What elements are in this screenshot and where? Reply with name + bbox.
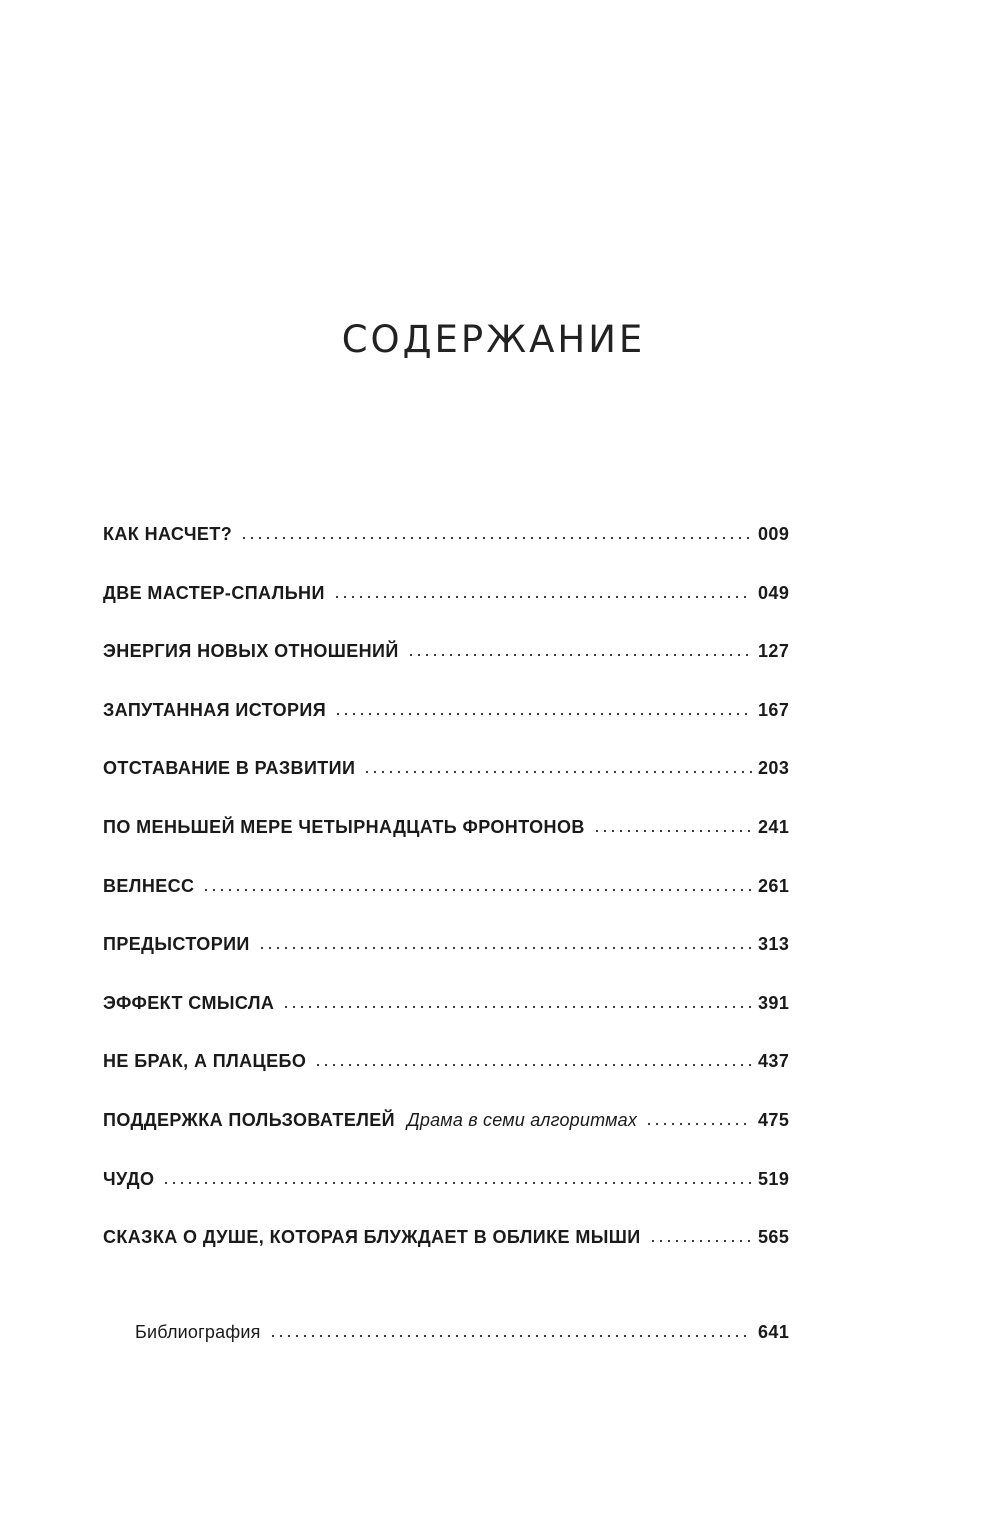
toc-entry-title: ВЕЛНЕСС [103,875,195,896]
toc-entry-page: 009 [758,524,790,544]
toc-entry-title: ДВЕ МАСТЕР-СПАЛЬНИ [103,582,325,603]
toc-entry[interactable] [103,1110,798,1169]
toc-entry-title: ЗАПУТАННАЯ ИСТОРИЯ [103,699,327,720]
toc-entry-page: 437 [758,1051,790,1072]
toc-entry[interactable] [103,993,798,1052]
dot-leader [162,1181,752,1185]
dot-leader [649,1239,752,1243]
dot-leader [240,536,752,540]
toc-entry-title: ПОДДЕРЖКА ПОЛЬЗОВАТЕЛЕЙ [103,1109,396,1130]
toc-entry-title: ЧУДО [103,1168,155,1189]
dot-leader [593,829,752,833]
toc-entry-page: 241 [758,816,790,837]
toc-entry-page: 167 [758,699,790,720]
dot-leader [645,1122,752,1126]
toc-entry-title: ПО МЕНЬШЕЙ МЕРЕ ЧЕТЫРНАДЦАТЬ ФРОНТОНОВ [103,816,585,837]
dot-leader [282,1005,752,1009]
dot-leader [269,1334,752,1338]
toc-entry[interactable] [103,641,798,700]
toc-entry-page: 519 [758,1168,790,1189]
toc-entry-page: 565 [758,1227,790,1248]
toc-entry-title: ЭФФЕКТ СМЫСЛА [103,992,275,1013]
toc-entry[interactable] [103,817,798,876]
toc-entry-title: ОТСТАВАНИЕ В РАЗВИТИИ [103,758,356,779]
page-title: СОДЕРЖАНИЕ [341,318,646,361]
dot-leader [258,946,752,950]
toc-entry-page: 475 [758,1109,790,1130]
dot-leader [363,770,752,774]
dot-leader [334,712,752,716]
dot-leader [314,1063,752,1067]
toc-entry-page: 261 [758,875,790,896]
toc-entry[interactable] [103,758,798,817]
toc-entry[interactable] [103,876,798,935]
toc-entry-page: 203 [758,758,790,779]
bibliography-page: 641 [758,1322,790,1342]
toc-entry[interactable] [103,934,798,993]
toc-entry[interactable] [103,1227,798,1286]
toc-entry[interactable] [103,524,798,583]
toc-entry-title: ПРЕДЫСТОРИИ [103,934,250,955]
toc-entry-page: 049 [758,582,790,603]
toc-entry[interactable] [103,700,798,759]
toc-entry[interactable] [103,1051,798,1110]
toc-entry[interactable] [103,583,798,642]
toc-entry-page: 391 [758,992,790,1013]
toc-entry-title: КАК НАСЧЕТ? [103,524,233,544]
toc-entry[interactable] [103,1169,798,1228]
toc-entry-page: 127 [758,641,790,662]
bibliography-title: Библиография [135,1322,261,1342]
dot-leader [333,595,752,599]
dot-leader [202,888,752,892]
toc-entry-subtitle: Драма в семи алгоритмах [407,1109,638,1130]
toc-entry-page: 313 [758,934,790,955]
table-of-contents [103,524,798,1286]
toc-entry-title: ЭНЕРГИЯ НОВЫХ ОТНОШЕНИЙ [103,641,399,662]
toc-entry-bibliography[interactable] [135,1322,798,1348]
toc-entry-title: СКАЗКА О ДУШЕ, КОТОРАЯ БЛУЖДАЕТ В ОБЛИКЕ МЫШИ [103,1227,641,1248]
dot-leader [407,653,752,657]
toc-entry-title: НЕ БРАК, А ПЛАЦЕБО [103,1051,307,1072]
bibliography-entry-block [135,1322,798,1348]
